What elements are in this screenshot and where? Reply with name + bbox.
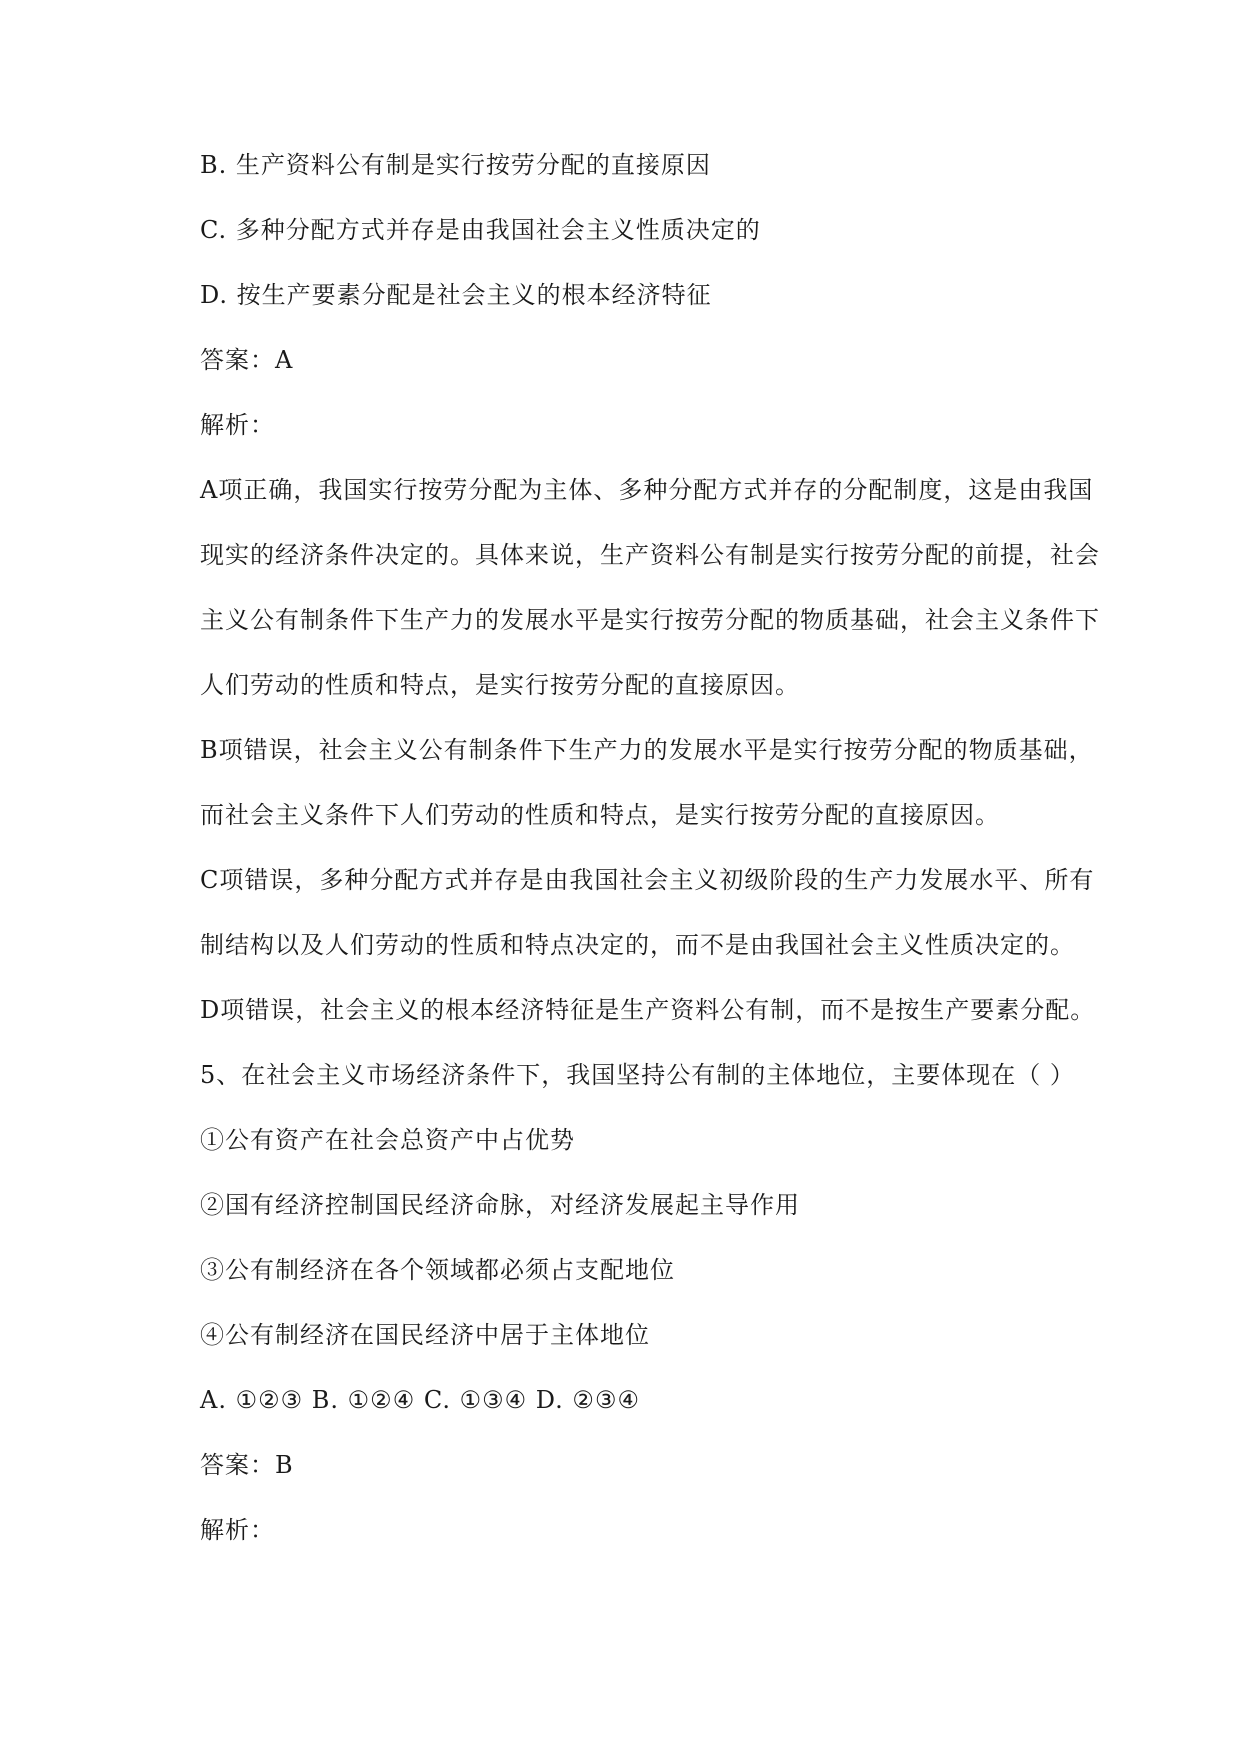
analysis-paragraph-line: C项错误，多种分配方式并存是由我国社会主义初级阶段的生产力发展水平、所有 <box>200 866 1095 894</box>
analysis-paragraph-line: 现实的经济条件决定的。具体来说，生产资料公有制是实行按劳分配的前提，社会 <box>200 541 1100 569</box>
option-b-text: B. 生产资料公有制是实行按劳分配的直接原因 <box>200 151 711 179</box>
analysis-paragraph-line: 主义公有制条件下生产力的发展水平是实行按劳分配的物质基础，社会主义条件下 <box>200 606 1100 634</box>
analysis-paragraph-line: B项错误，社会主义公有制条件下生产力的发展水平是实行按劳分配的物质基础， <box>200 736 1094 764</box>
answer-text: 答案：B <box>200 1451 294 1479</box>
statement-item: ②国有经济控制国民经济命脉，对经济发展起主导作用 <box>200 1191 800 1219</box>
analysis-paragraph-line: D项错误，社会主义的根本经济特征是生产资料公有制，而不是按生产要素分配。 <box>200 996 1096 1024</box>
analysis-heading: 解析： <box>200 411 275 439</box>
answer-text: 答案：A <box>200 346 294 374</box>
choice-options: A. ①②③ B. ①②④ C. ①③④ D. ②③④ <box>200 1386 640 1414</box>
statement-item: ①公有资产在社会总资产中占优势 <box>200 1126 575 1154</box>
document-body <box>200 145 1100 1575</box>
analysis-paragraph-line: 人们劳动的性质和特点，是实行按劳分配的直接原因。 <box>200 671 800 699</box>
option-d-text: D. 按生产要素分配是社会主义的根本经济特征 <box>200 281 712 309</box>
analysis-heading: 解析： <box>200 1516 275 1544</box>
statement-item: ④公有制经济在国民经济中居于主体地位 <box>200 1321 650 1349</box>
statement-item: ③公有制经济在各个领域都必须占支配地位 <box>200 1256 675 1284</box>
analysis-paragraph-line: 而社会主义条件下人们劳动的性质和特点，是实行按劳分配的直接原因。 <box>200 801 1000 829</box>
option-c-text: C. 多种分配方式并存是由我国社会主义性质决定的 <box>200 216 761 244</box>
analysis-paragraph-line: 制结构以及人们劳动的性质和特点决定的，而不是由我国社会主义性质决定的。 <box>200 931 1075 959</box>
question-5-text: 5、在社会主义市场经济条件下，我国坚持公有制的主体地位，主要体现在（ ） <box>200 1061 1075 1089</box>
analysis-paragraph-line: A项正确，我国实行按劳分配为主体、多种分配方式并存的分配制度，这是由我国 <box>200 476 1094 504</box>
